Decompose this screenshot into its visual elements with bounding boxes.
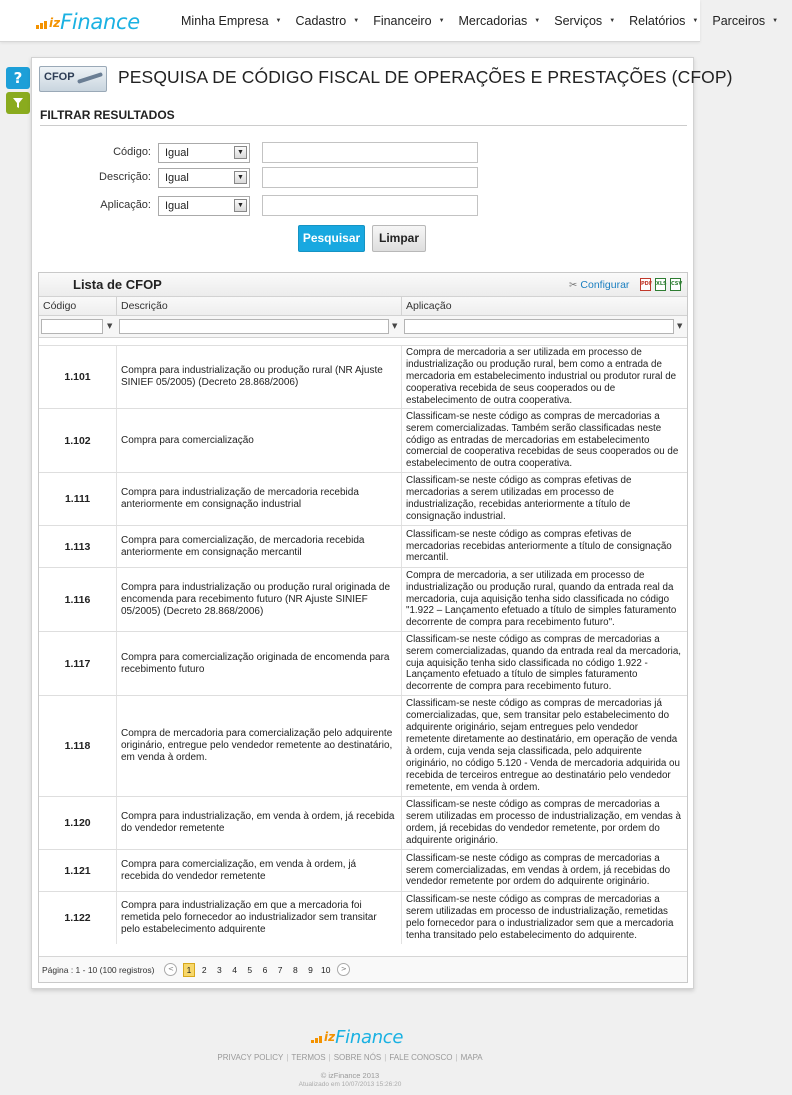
caret-down-icon: ▼	[275, 18, 282, 24]
next-page-icon[interactable]: >	[337, 963, 350, 976]
cell-description: Compra para comercialização	[117, 409, 402, 472]
page-link-7[interactable]: 7	[277, 964, 283, 975]
cell-code: 1.121	[39, 850, 117, 891]
top-navigation-bar	[0, 0, 779, 42]
cell-code: 1.116	[39, 568, 117, 631]
table-row[interactable]	[39, 796, 687, 849]
cell-code: 1.101	[39, 346, 117, 408]
caret-down-icon: ▼	[692, 18, 699, 24]
cell-description: Compra para industrialização em que a mercadoria foi remetida pelo fornecedor ao industrializador sem transitar pelo estabelecimento adquirente	[117, 892, 402, 944]
menu-item-minha-empresa[interactable]	[181, 14, 282, 28]
logo-prefix: iz	[49, 16, 61, 30]
descricao-input[interactable]	[262, 167, 478, 188]
descricao-operator-select[interactable]	[158, 168, 250, 188]
cell-application: Classificam-se neste código as compras de mercadorias a serem comercializadas, em vendas à ordem, já recebidas do vendedor remetente por ordem do adquirente originário.	[406, 852, 671, 888]
page-link-8[interactable]: 8	[292, 964, 298, 975]
table-row[interactable]	[39, 345, 687, 408]
menu-item-relatórios[interactable]	[629, 14, 698, 28]
aplicacao-input[interactable]	[262, 195, 478, 216]
csv-export-icon[interactable]: CSV	[670, 278, 681, 291]
menu-item-label: Financeiro	[373, 14, 432, 28]
logo-bars-icon	[36, 21, 47, 29]
page-link-5[interactable]: 5	[247, 964, 253, 975]
cell-application: Classificam-se neste código as compras efetivas de mercadorias a serem utilizadas em processo de industrialização, recebidas anteriormente a título de consignação industrial.	[406, 475, 632, 522]
table-row[interactable]	[39, 567, 687, 631]
page-title: PESQUISA DE CÓDIGO FISCAL DE OPERAÇÕES E PRESTAÇÕES (CFOP)	[118, 67, 733, 87]
cfop-badge-label: CFOP	[44, 71, 75, 83]
main-menu	[181, 0, 792, 42]
table-row[interactable]	[39, 408, 687, 472]
cell-description: Compra para comercialização originada de encomenda para recebimento futuro	[117, 632, 402, 695]
dropdown-arrow-icon[interactable]: ▼	[234, 199, 247, 212]
filter-dropdown-icon[interactable]: ▼	[677, 322, 683, 330]
filter-icon	[12, 97, 24, 109]
page-numbers	[181, 963, 333, 977]
copyright-text: © izFinance 2013	[320, 1071, 380, 1080]
footer-link-privacy-policy[interactable]: PRIVACY POLICY	[217, 1053, 284, 1062]
caret-down-icon: ▼	[534, 18, 541, 24]
izfinance-logo[interactable]	[36, 8, 140, 34]
updated-timestamp: Atualizado em 10/07/2013 15:26:20	[298, 1081, 402, 1088]
logo-name: Finance	[60, 10, 140, 34]
filter-label-descricao: Descrição:	[99, 171, 151, 183]
filter-toggle-button[interactable]	[6, 92, 30, 114]
xls-export-icon[interactable]: XLS	[655, 278, 666, 291]
dropdown-arrow-icon[interactable]: ▼	[234, 171, 247, 184]
footer-logo[interactable]	[311, 1026, 403, 1048]
cell-application: Classificam-se neste código as compras de mercadorias a serem comercializadas. Também serão classificadas neste código as entradas de mercadorias em estabelecimento comercial de cooperativa recebidas de seus cooperados ou de estabelecimento de outra cooperativa.	[406, 410, 679, 470]
column-header-descricao[interactable]: Descrição	[117, 297, 402, 316]
table-row[interactable]	[39, 525, 687, 567]
table-row[interactable]	[39, 849, 687, 891]
filter-label-codigo: Código:	[113, 146, 151, 158]
descricao-column-filter[interactable]	[119, 319, 389, 334]
cell-description: Compra de mercadoria para comercialização pelo adquirente originário, entregue pelo vendedor remetente ao destinatário, em venda à ordem.	[117, 696, 402, 796]
cell-code: 1.117	[39, 632, 117, 695]
aplicacao-operator-value: Igual	[165, 200, 189, 212]
caret-down-icon: ▼	[772, 18, 779, 24]
footer-link-fale-conosco[interactable]: FALE CONOSCO	[389, 1053, 453, 1062]
cell-code: 1.122	[39, 892, 117, 944]
filter-dropdown-icon[interactable]: ▼	[392, 322, 398, 330]
help-icon: ?	[13, 69, 23, 87]
descricao-operator-value: Igual	[165, 172, 189, 184]
menu-item-label: Cadastro	[295, 14, 347, 28]
menu-item-financeiro[interactable]	[373, 14, 444, 28]
caret-down-icon: ▼	[438, 18, 445, 24]
cell-description: Compra para industrialização, em venda à ordem, já recebida do vendedor remetente	[117, 797, 402, 849]
table-row[interactable]	[39, 631, 687, 695]
menu-item-label: Mercadorias	[458, 14, 528, 28]
page-link-6[interactable]: 6	[262, 964, 268, 975]
cell-application: Classificam-se neste código as compras de mercadorias já comercializadas, que, sem transitar pelo estabelecimento do adquirente originário, sejam entregues pelo vendedor remetente diretamente ao destinatário, em operação de venda à ordem, cuja venda seja classificada, pelo adquirente originário, no código 5.120 - Venda de mercadoria adquirida ou recebida de terceiros entregue ao destinatário pelo vendedor remetente, em venda à ordem.	[406, 698, 680, 793]
menu-item-label: Parceiros	[712, 14, 766, 28]
grid-title: Lista de CFOP	[73, 277, 162, 292]
previous-page-icon[interactable]: <	[164, 963, 177, 976]
menu-item-label: Serviços	[554, 14, 603, 28]
cell-application: Classificam-se neste código as compras de mercadorias a serem utilizadas em processo de industrialização, remetidas pelo fornecedor para o industrializador sem que a mercadoria tenha transitado pelo estabelecimento do adquirente.	[406, 894, 674, 941]
cell-code: 1.113	[39, 526, 117, 567]
cell-code: 1.102	[39, 409, 117, 472]
cell-code: 1.120	[39, 797, 117, 849]
cell-description: Compra para industrialização ou produção rural originada de encomenda para recebimento futuro (NR Ajuste SINIEF 05/2005) (Decreto 28.868/2006)	[117, 568, 402, 631]
pdf-export-icon[interactable]: PDF	[640, 278, 651, 291]
filter-label-aplicacao: Aplicação:	[100, 199, 151, 211]
menu-item-cadastro[interactable]	[296, 14, 360, 28]
caret-down-icon: ▼	[353, 18, 360, 24]
page-link-9[interactable]: 9	[308, 964, 313, 975]
search-button[interactable]: Pesquisar	[298, 225, 365, 252]
configure-label: Configurar	[580, 279, 630, 291]
menu-item-serviços[interactable]	[554, 14, 615, 28]
menu-item-parceiros[interactable]	[712, 14, 778, 28]
cell-application: Classificam-se neste código as compras efetivas de mercadorias recebidas anteriormente a título de consignação mercantil.	[406, 528, 672, 564]
cell-application: Classificam-se neste código as compras de mercadorias a serem utilizadas em processo de industrialização, em vendas à ordem, já recebidas do vendedor remetente, por ordem do adquirente originário.	[406, 799, 681, 846]
pen-icon	[77, 72, 103, 84]
aplicacao-operator-select[interactable]	[158, 196, 250, 216]
cfop-grid	[38, 272, 688, 983]
filter-row-descricao	[32, 167, 692, 189]
filter-dropdown-icon[interactable]: ▼	[107, 322, 113, 330]
main-panel	[31, 57, 733, 989]
clear-button[interactable]: Limpar	[372, 225, 426, 252]
configure-link[interactable]	[569, 279, 629, 291]
grid-header	[39, 273, 687, 297]
link-separator: |	[286, 1053, 289, 1062]
table-row[interactable]	[39, 472, 687, 525]
link-separator: |	[384, 1053, 387, 1062]
filter-row-aplicacao	[32, 195, 692, 217]
footer-links	[0, 1053, 700, 1062]
codigo-input[interactable]	[262, 142, 478, 163]
cell-application: Classificam-se neste código as compras de mercadorias a serem comercializadas, quando da entrada real da mercadoria, cuja aquisição tenha sido classificada no código 1.922 - Lançamento efetuado a título de simples faturamento decorrente de compra para recebimento futuro.	[406, 633, 682, 693]
menu-item-mercadorias[interactable]	[459, 14, 541, 28]
cell-application: Compra de mercadoria a ser utilizada em processo de industrialização ou produção rural, bem como a entrada de mercadoria em estabelecimento industrial ou produtor rural de cooperativa recebida de seus cooperados ou de estabelecimento de outra cooperativa.	[406, 347, 677, 406]
cell-description: Compra para comercialização, de mercadoria recebida anteriormente em consignação mercantil	[117, 526, 402, 567]
logo-bars-icon	[311, 1036, 322, 1043]
filter-row-codigo	[32, 142, 692, 164]
cfop-badge	[39, 66, 107, 92]
caret-down-icon: ▼	[609, 18, 616, 24]
link-separator: |	[455, 1053, 458, 1062]
page-link-1[interactable]: 1	[183, 963, 195, 977]
dropdown-arrow-icon[interactable]: ▼	[234, 146, 247, 159]
codigo-operator-value: Igual	[165, 147, 189, 159]
wrench-icon: ✂	[569, 279, 578, 291]
pagination-bar	[39, 956, 687, 982]
column-filter-row	[39, 316, 687, 338]
column-header-aplicacao[interactable]: Aplicação	[402, 297, 687, 316]
table-row[interactable]	[39, 695, 687, 796]
footer-link-sobre-nós[interactable]: SOBRE NÓS	[333, 1053, 382, 1062]
page-link-10[interactable]: 10	[321, 964, 331, 975]
footer-logo-prefix: iz	[324, 1030, 336, 1044]
menu-item-label: Minha Empresa	[181, 14, 269, 28]
cell-description: Compra para comercialização, em venda à ordem, já recebida do vendedor remetente	[117, 850, 402, 891]
pagination-info: Página : 1 - 10 (100 registros)	[42, 964, 155, 975]
cell-description: Compra para industrialização ou produção rural (NR Ajuste SINIEF 05/2005) (Decreto 28.868/2006)	[117, 346, 402, 408]
menu-item-label: Relatórios	[629, 14, 686, 28]
footer-link-termos[interactable]: TERMOS	[291, 1053, 326, 1062]
codigo-operator-select[interactable]	[158, 143, 250, 163]
footer-link-mapa[interactable]: MAPA	[460, 1053, 483, 1062]
aplicacao-column-filter[interactable]	[404, 319, 674, 334]
column-header-codigo[interactable]: Código	[39, 297, 117, 316]
cell-application: Compra de mercadoria, a ser utilizada em processo de industrialização ou produção rural, quando da entrada real da mercadoria, cuja aquisição tenha sido classificada no código "1.922 – Lançamento efetuado a título de simples faturamento decorrente de compra para recebimento futuro".	[406, 569, 677, 629]
help-button[interactable]	[6, 67, 30, 89]
cell-code: 1.118	[39, 696, 117, 796]
page-link-2[interactable]: 2	[201, 964, 207, 975]
cell-code: 1.111	[39, 473, 117, 525]
cell-description: Compra para industrialização de mercadoria recebida anteriormente em consignação industrial	[117, 473, 402, 525]
page-link-4[interactable]: 4	[232, 964, 237, 975]
table-row[interactable]	[39, 891, 687, 944]
codigo-column-filter[interactable]	[41, 319, 103, 334]
footer-logo-name: Finance	[335, 1027, 404, 1048]
page-link-3[interactable]: 3	[217, 964, 222, 975]
filter-divider	[40, 125, 687, 126]
filter-section-title: FILTRAR RESULTADOS	[40, 108, 175, 122]
link-separator: |	[328, 1053, 331, 1062]
